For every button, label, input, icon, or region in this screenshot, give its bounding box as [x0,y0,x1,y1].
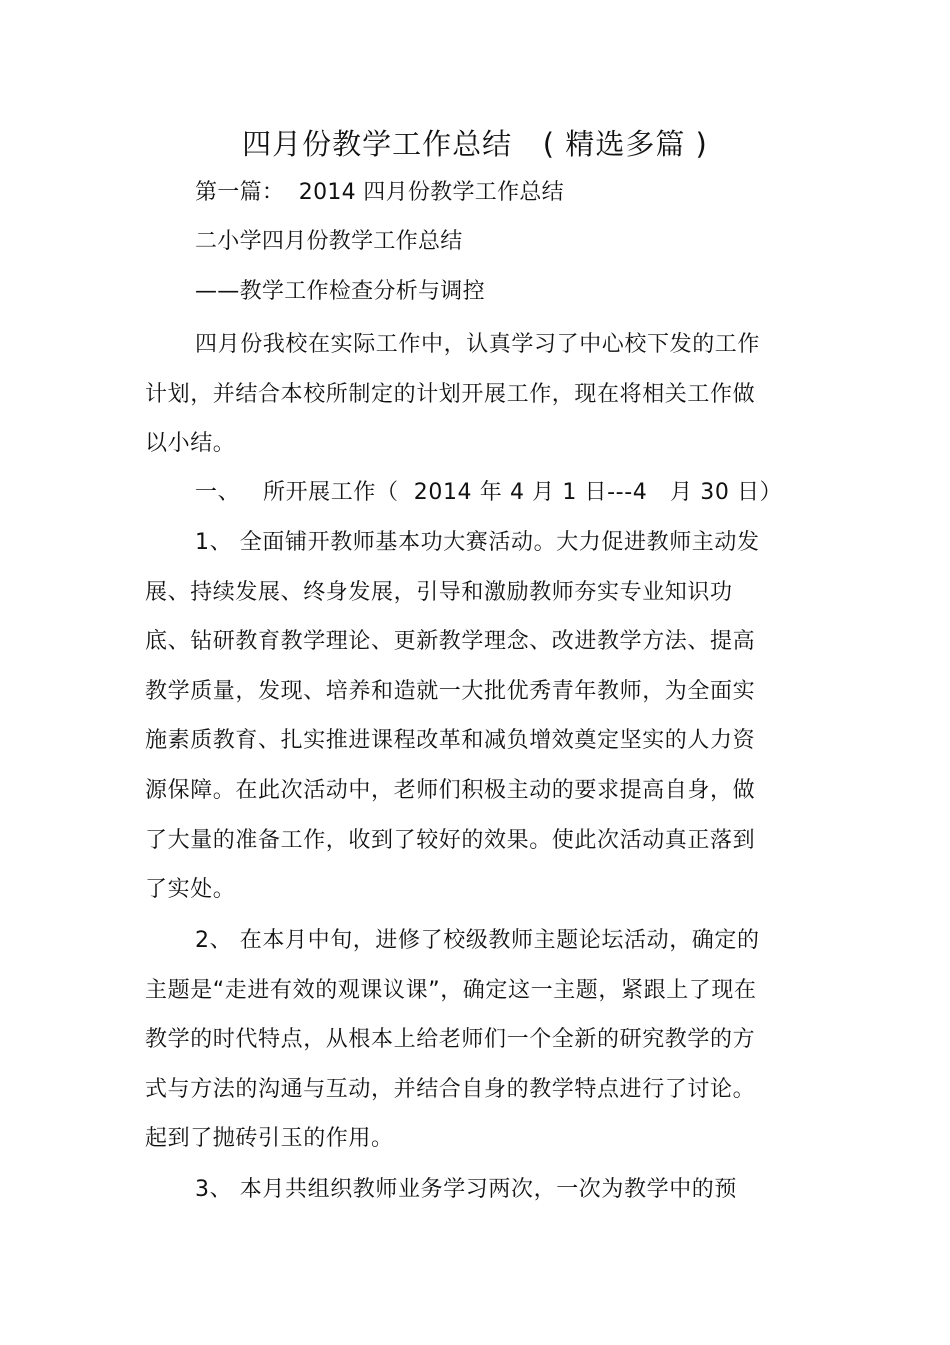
document-subheading: ——教学工作检查分析与调控 [195,279,485,304]
part-heading: 第一篇： 2014 四月份教学工作总结 [195,180,564,205]
paragraph-item-1: 1、 全面铺开教师基本功大赛活动。大力促进教师主动发展、持续发展、终身发展，引导和激励教师夯实专业知识功底、钻研教育教学理论、更新教学理念、改进教学方法、提高教学质量，发现、培养和造就一大批优秀青年教师，为全面实施素质教育、扎实推进课程改革和减负增效奠定坚实的人力资源保障。在此次活动中，老师们积极主动的要求提高自身，做了大量的准备工作，收到了较好的效果。使此次活动真正落到了实处。 [145,530,760,903]
section-heading-work: 一、 所开展工作（ 2014 年 4 月 1 日---4 月 30 日） [195,480,783,505]
paragraph-item-2: 2、 在本月中旬，进修了校级教师主题论坛活动，确定的主题是“走进有效的观课议课”，确定这一主题，紧跟上了现在教学的时代特点，从根本上给老师们一个全新的研究教学的方式与方法的沟通与互动，并结合自身的教学特点进行了讨论。起到了抛砖引玉的作用。 [145,928,760,1152]
paragraph-intro: 四月份我校在实际工作中，认真学习了中心校下发的工作计划，并结合本校所制定的计划开展工作，现在将相关工作做以小结。 [145,332,761,457]
document-subtitle: 二小学四月份教学工作总结 [195,229,463,254]
document-title: 四月份教学工作总结 ( 精选多篇 ) [242,127,708,161]
paragraph-item-3: 3、 本月共组织教师业务学习两次，一次为教学中的预 [195,1177,737,1202]
